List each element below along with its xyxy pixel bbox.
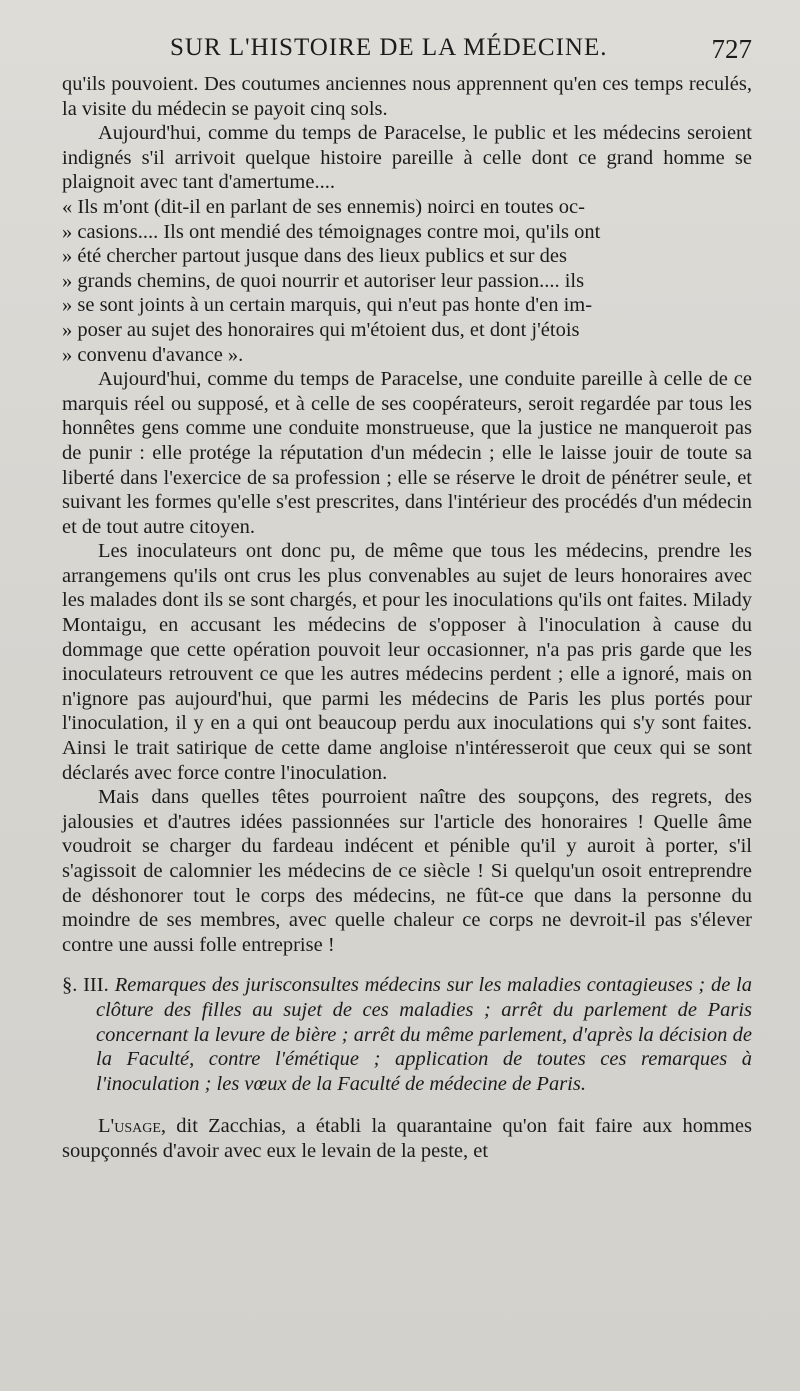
lead-word: L'usage <box>98 1115 161 1138</box>
quote-line: » convenu d'avance ». <box>62 343 244 366</box>
quote-line: » été chercher partout jusque dans des lieux publics et sur des <box>62 245 567 268</box>
body-text <box>62 72 752 957</box>
paragraph <box>62 1114 752 1163</box>
quote-line: » casions.... Ils ont mendié des témoignages contre moi, qu'ils ont <box>62 220 601 243</box>
quote-line: » se sont joints à un certain marquis, qui n'eut pas honte d'en im- <box>62 294 593 317</box>
quote-line: « Ils m'ont (dit-il en parlant de ses ennemis) noirci en toutes oc- <box>62 195 585 218</box>
paragraph: qu'ils pouvoient. Des coutumes anciennes nous apprennent qu'en ces temps reculés, la visite du médecin se payoit cinq sols. <box>62 73 752 120</box>
paragraph: Aujourd'hui, comme du temps de Paracelse, une conduite pareille à celle de ce marquis réel ou supposé, et à celle de ses coopérateurs, seroit regardée par tous les honnêtes gens comme une conduite monstrueuse, que la justice ne manqueroit pas de punir : elle protége la réputation d'un médecin ; elle le laisse jouir de toute sa liberté dans l'exercice de sa profession ; elle se réserve le droit de pénétrer seule, et suivant les formes qu'elle s'est prescrites, dans l'intérieur des procédés d'un médecin et de tout autre citoyen. <box>62 368 752 538</box>
section-heading <box>62 973 752 1096</box>
paragraph: Les inoculateurs ont donc pu, de même que tous les médecins, prendre les arrangemens qu'ils ont crus les plus convenables au sujet de leurs honoraires avec les malades dont ils se sont chargés, et pour les inoculations qu'ils ont faites. Milady Montaigu, en accusant les médecins de s'opposer à l'inoculation à cause du dommage que cette opération pouvoit leur occasionner, n'a pas pris garde que les inoculateurs retrouvent ce que les autres médecins perdent ; elle a ignoré, mais on n'ignore pas aujourd'hui, que parmi les médecins de Paris les plus portés pour l'inoculation, il y en a qui ont beaucoup perdu aux inoculations qui s'y sont faites. Ainsi le trait satirique de cette dame angloise n'intéresseroit que ceux qui se sont déclarés avec force contre l'inoculation. <box>62 540 752 784</box>
running-head: SUR L'HISTOIRE DE LA MÉDECINE. <box>170 34 608 61</box>
page-header <box>62 30 752 72</box>
quotation <box>62 195 752 367</box>
section-title: Remarques des jurisconsultes médecins sur les maladies contagieuses ; de la clôture des filles au sujet de ces maladies ; arrêt du parlement de Paris concernant la levure de bière ; arrêt du même parlement, d'après la décision de la Faculté, contre l'émétique ; application de toutes ces remarques à l'inoculation ; les vœux de la Faculté de médecine de Paris. <box>96 974 752 1095</box>
paragraph: Mais dans quelles têtes pourroient naître des soupçons, des regrets, des jalousies et d'autres idées passionnées sur l'article des honoraires ! Quelle âme voudroit se charger du fardeau indécent et pénible qu'il y auroit à porter, s'il s'agissoit de calomnier les médecins de ce siècle ! Si quelqu'un osoit entreprendre de déshonorer tout le corps des médecins, ne fût-ce que dans la personne du moindre de ses membres, avec quelle chaleur ce corps ne devroit-il pas s'élever contre une aussi folle entreprise ! <box>62 786 752 956</box>
quote-line: » grands chemins, de quoi nourrir et autoriser leur passion.... ils <box>62 269 585 292</box>
page-number: 727 <box>711 34 752 64</box>
paragraph-text: , dit Zacchias, a établi la quarantaine qu'on fait faire aux hommes soupçonnés d'avoir avec eux le levain de la peste, et <box>62 1115 752 1162</box>
paragraph: Aujourd'hui, comme du temps de Paracelse, le public et les médecins seroient indignés s'il arrivoit quelque histoire pareille à celle dont ce grand homme se plaignoit avec tant d'amertume.... <box>62 122 752 194</box>
quote-line: » poser au sujet des honoraires qui m'étoient dus, et dont j'étois <box>62 318 580 341</box>
section-number: §. III. <box>62 974 109 997</box>
